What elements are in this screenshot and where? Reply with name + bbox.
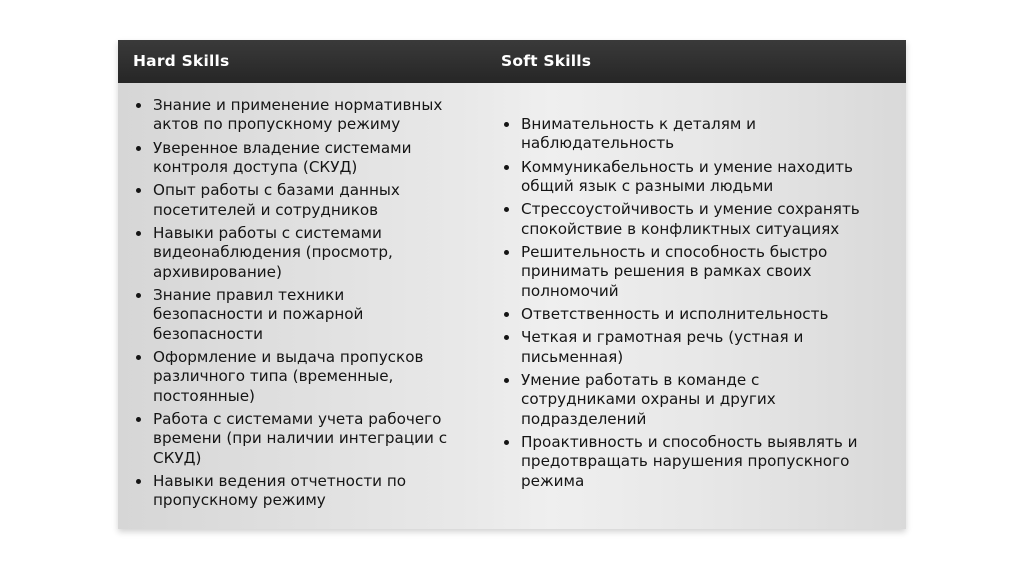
bullet-icon: [504, 250, 509, 255]
list-item: [501, 158, 891, 197]
bullet-icon: [504, 440, 509, 445]
list-item: [133, 139, 483, 178]
bullet-icon: [136, 293, 141, 298]
list-item: [501, 243, 891, 301]
list-item: [133, 181, 483, 220]
list-item-text: Решительность и способность быстро принимать решения в рамках своих полномочий: [521, 243, 828, 300]
list-item: [133, 96, 483, 135]
list-item: [133, 410, 483, 468]
list-item-text: Внимательность к деталям и наблюдательность: [521, 115, 757, 153]
bullet-icon: [504, 312, 509, 317]
list-item-text: Уверенное владение системами контроля доступа (СКУД): [153, 138, 412, 176]
list-item-text: Навыки ведения отчетности по пропускному режиму: [153, 472, 407, 510]
list-item: [133, 286, 483, 344]
bullet-icon: [136, 479, 141, 484]
list-item: [133, 472, 483, 511]
list-item-text: Четкая и грамотная речь (устная и письменная): [521, 328, 804, 366]
list-item-text: Оформление и выдача пропусков различного типа (временные, постоянные): [153, 348, 424, 405]
list-item: [501, 115, 891, 154]
hard-skills-list: [133, 96, 483, 515]
list-item-text: Знание и применение нормативных актов по пропускному режиму: [153, 96, 443, 134]
list-item-text: Работа с системами учета рабочего времени (при наличии интеграции с СКУД): [153, 410, 448, 467]
bullet-icon: [504, 122, 509, 127]
list-item: [501, 305, 891, 324]
bullet-icon: [504, 165, 509, 170]
bullet-icon: [136, 146, 141, 151]
list-item: [133, 224, 483, 282]
list-item: [501, 328, 891, 367]
list-item: [501, 433, 891, 491]
bullet-icon: [136, 231, 141, 236]
header-soft-skills: Soft Skills: [501, 52, 592, 70]
bullet-icon: [504, 335, 509, 340]
list-item: [501, 200, 891, 239]
bullet-icon: [136, 355, 141, 360]
list-item-text: Знание правил техники безопасности и пожарной безопасности: [153, 286, 364, 343]
bullet-icon: [504, 378, 509, 383]
list-item: [501, 371, 891, 429]
list-item-text: Стрессоустойчивость и умение сохранять спокойствие в конфликтных ситуациях: [521, 200, 860, 238]
list-item-text: Ответственность и исполнительность: [521, 305, 829, 324]
table-header: [118, 40, 906, 83]
bullet-icon: [136, 417, 141, 422]
list-item-text: Проактивность и способность выявлять и предотвращать нарушения пропускного режима: [521, 433, 858, 490]
bullet-icon: [504, 207, 509, 212]
soft-skills-list: [501, 115, 891, 495]
list-item-text: Опыт работы с базами данных посетителей и сотрудников: [153, 181, 400, 219]
bullet-icon: [136, 103, 141, 108]
skills-table: [118, 40, 906, 529]
bullet-icon: [136, 188, 141, 193]
list-item-text: Умение работать в команде с сотрудниками охраны и других подразделений: [521, 371, 776, 428]
list-item: [133, 348, 483, 406]
header-hard-skills: Hard Skills: [133, 52, 230, 70]
list-item-text: Коммуникабельность и умение находить общий язык с разными людьми: [521, 157, 853, 195]
list-item-text: Навыки работы с системами видеонаблюдения (просмотр, архивирование): [153, 224, 393, 281]
